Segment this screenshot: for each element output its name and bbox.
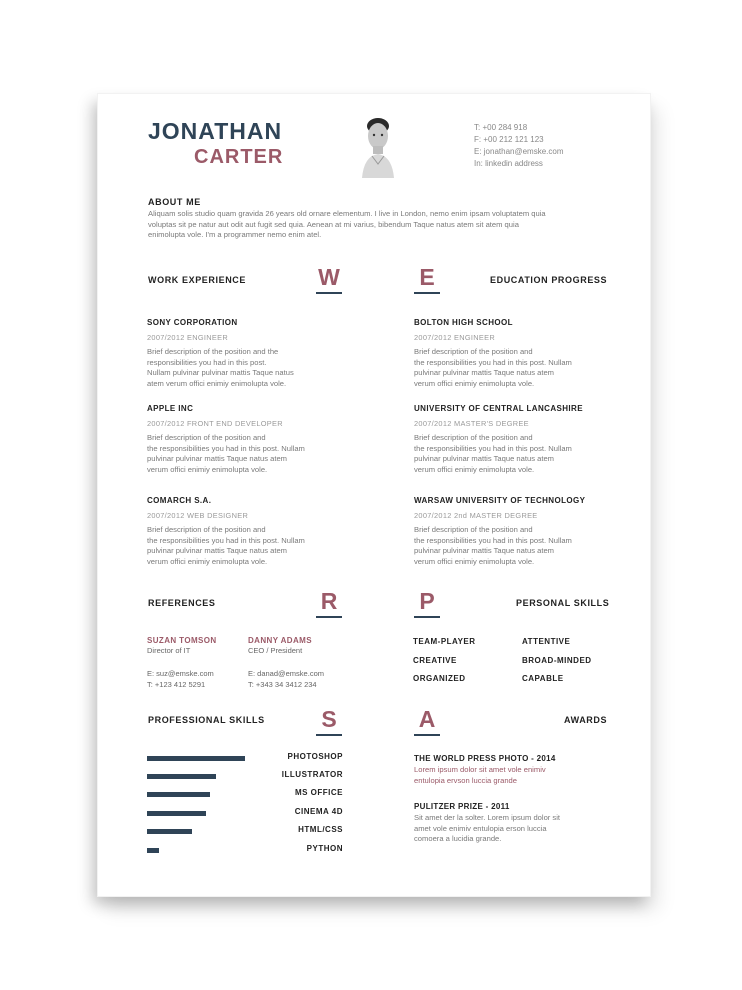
skill-label: PYTHON	[306, 844, 343, 853]
education-entry	[414, 496, 634, 567]
professional-underline	[316, 734, 342, 736]
job-desc-line: the responsibilities you had in this post. Nullam	[147, 443, 305, 453]
personal-skill: CAPABLE	[522, 674, 564, 683]
award-desc-line: Lorem ipsum dolor sit amet vole enimiv	[414, 765, 546, 774]
education-school: BOLTON HIGH SCHOOL	[414, 318, 513, 327]
personal-letter: P	[419, 588, 435, 614]
personal-title: PERSONAL SKILLS	[516, 598, 610, 608]
skill-bar	[147, 848, 159, 853]
education-desc-line: Brief description of the position and	[414, 433, 533, 442]
job-role: 2007/2012 FRONT END DEVELOPER	[147, 419, 283, 428]
education-degree: 2007/2012 ENGINEER	[414, 333, 495, 342]
award-desc-line: amet vole enimiv entulopia erson luccia	[414, 823, 547, 833]
education-desc-line: pulvinar pulvinar mattis Taque natus atem	[414, 368, 554, 377]
about-line: enimolupta vole. I'm a programmer nemo enim atel.	[148, 230, 322, 239]
education-school: UNIVERSITY OF CENTRAL LANCASHIRE	[414, 404, 583, 413]
contact-email: E: jonathan@emske.com	[474, 147, 564, 156]
professional-skill-list	[147, 752, 343, 862]
job-desc-line: atem verum offici enimiy enimolupta vole.	[147, 378, 287, 388]
reference-name: SUZAN TOMSON	[147, 636, 217, 645]
award-desc-line: comoera a lucidia grande.	[414, 834, 502, 843]
job-entry	[147, 496, 357, 567]
last-name: CARTER	[194, 146, 284, 168]
award-title: PULITZER PRIZE - 2011	[414, 802, 510, 811]
education-desc-line: Brief description of the position and	[414, 347, 533, 356]
references-underline	[316, 616, 342, 618]
personal-skill: CREATIVE	[413, 656, 457, 665]
awards-letter: A	[418, 706, 436, 732]
resume-sheet	[98, 94, 650, 896]
education-desc-line: verum offici enimiy enimolupta vole.	[414, 464, 535, 474]
personal-underline	[414, 616, 440, 618]
first-name: JONATHAN	[148, 118, 283, 144]
work-letter: W	[318, 264, 340, 290]
about-line: voluptas sit pe natur aut odit aut fugit sed quia. Aenean at mi varius, bibendum Taque natus atem sit atem quia	[148, 219, 519, 229]
skill-bar	[147, 774, 216, 779]
reference-phone: T: +123 412 5291	[147, 680, 206, 689]
job-company: COMARCH S.A.	[147, 496, 212, 505]
about-text	[148, 209, 618, 241]
work-underline	[316, 292, 342, 294]
education-underline	[414, 292, 440, 294]
job-desc-line: Nullam pulvinar pulvinar mattis Taque natus	[147, 368, 294, 377]
references-title: REFERENCES	[148, 598, 216, 608]
personal-skill: BROAD-MINDED	[522, 656, 592, 665]
skill-label: CINEMA 4D	[294, 807, 343, 816]
professional-title: PROFESSIONAL SKILLS	[148, 715, 265, 725]
award-title: THE WORLD PRESS PHOTO - 2014	[414, 754, 556, 763]
contact-phone: T: +00 284 918	[474, 123, 528, 132]
skill-label: HTML/CSS	[298, 825, 343, 834]
award-desc-line: Sit amet der la solter. Lorem ipsum dolor sit	[414, 813, 561, 822]
education-degree: 2007/2012 MASTER'S DEGREE	[414, 419, 529, 428]
education-entry	[414, 404, 634, 475]
reference-role: Director of IT	[147, 646, 191, 655]
education-desc-line: the responsibilities you had in this post. Nullam	[414, 357, 572, 367]
skill-label: PHOTOSHOP	[287, 752, 343, 761]
reference-role: CEO / President	[248, 646, 303, 655]
job-desc-line: Brief description of the position and the	[147, 347, 279, 356]
job-desc-line: Brief description of the position and	[147, 433, 266, 442]
job-role: 2007/2012 WEB DESIGNER	[147, 511, 249, 520]
job-desc-line: the responsibilities you had in this post. Nullam	[147, 535, 305, 545]
education-desc-line: pulvinar pulvinar mattis Taque natus atem	[414, 454, 554, 463]
award-entry	[414, 754, 624, 786]
education-desc-line: pulvinar pulvinar mattis Taque natus atem	[414, 546, 554, 555]
work-title: WORK EXPERIENCE	[148, 275, 247, 285]
job-desc-line: responsibilities you had in this post.	[147, 357, 267, 367]
education-desc-line: verum offici enimiy enimolupta vole.	[414, 556, 535, 566]
personal-skill: ATTENTIVE	[522, 637, 571, 646]
education-school: WARSAW UNIVERSITY OF TECHNOLOGY	[414, 496, 586, 505]
skill-label: MS OFFICE	[294, 788, 343, 797]
personal-skill: ORGANIZED	[413, 674, 466, 683]
skill-bar	[147, 756, 245, 761]
skill-bar	[147, 792, 210, 797]
job-company: SONY CORPORATION	[147, 318, 238, 327]
education-desc-line: Brief description of the position and	[414, 525, 533, 534]
education-desc-line: the responsibilities you had in this post. Nullam	[414, 443, 572, 453]
award-desc-line: entulopia ervson luccia grande	[414, 775, 518, 785]
professional-letter: S	[321, 706, 337, 732]
reference-entry	[248, 636, 358, 690]
reference-phone: T: +343 34 3412 234	[248, 680, 317, 689]
job-entry	[147, 404, 357, 475]
education-degree: 2007/2012 2nd MASTER DEGREE	[414, 511, 538, 520]
skill-bar	[147, 829, 192, 834]
about-line: Aliquam solis studio quam gravida 26 years old ornare elementum. I live in London, nemo enim ipsam voluptatem quia	[148, 209, 546, 218]
references-letter: R	[320, 588, 338, 614]
awards-underline	[414, 734, 440, 736]
skill-bar	[147, 811, 206, 816]
about-title: ABOUT ME	[148, 197, 201, 207]
contact-fax: F: +00 212 121 123	[474, 135, 544, 144]
profile-photo	[360, 112, 396, 178]
personal-skill: TEAM-PLAYER	[413, 637, 476, 646]
education-entry	[414, 318, 634, 389]
job-entry	[147, 318, 357, 389]
contact-linkedin: In: linkedin address	[474, 159, 543, 168]
education-title: EDUCATION PROGRESS	[490, 275, 608, 285]
skill-label: ILLUSTRATOR	[281, 770, 343, 779]
job-desc-line: pulvinar pulvinar mattis Taque natus atem	[147, 454, 287, 463]
education-letter: E	[419, 264, 435, 290]
awards-title: AWARDS	[564, 715, 608, 725]
reference-email: E: suz@emske.com	[147, 669, 214, 678]
education-desc-line: verum offici enimiy enimolupta vole.	[414, 378, 535, 388]
job-desc-line: Brief description of the position and	[147, 525, 266, 534]
job-desc-line: verum offici enimiy enimolupta vole.	[147, 464, 268, 474]
reference-name: DANNY ADAMS	[248, 636, 312, 645]
reference-entry	[147, 636, 247, 690]
job-company: APPLE INC	[147, 404, 194, 413]
reference-email: E: danad@emske.com	[248, 669, 324, 678]
job-role: 2007/2012 ENGINEER	[147, 333, 228, 342]
job-desc-line: verum offici enimiy enimolupta vole.	[147, 556, 268, 566]
job-desc-line: pulvinar pulvinar mattis Taque natus atem	[147, 546, 287, 555]
education-desc-line: the responsibilities you had in this post. Nullam	[414, 535, 572, 545]
award-entry	[414, 802, 624, 845]
